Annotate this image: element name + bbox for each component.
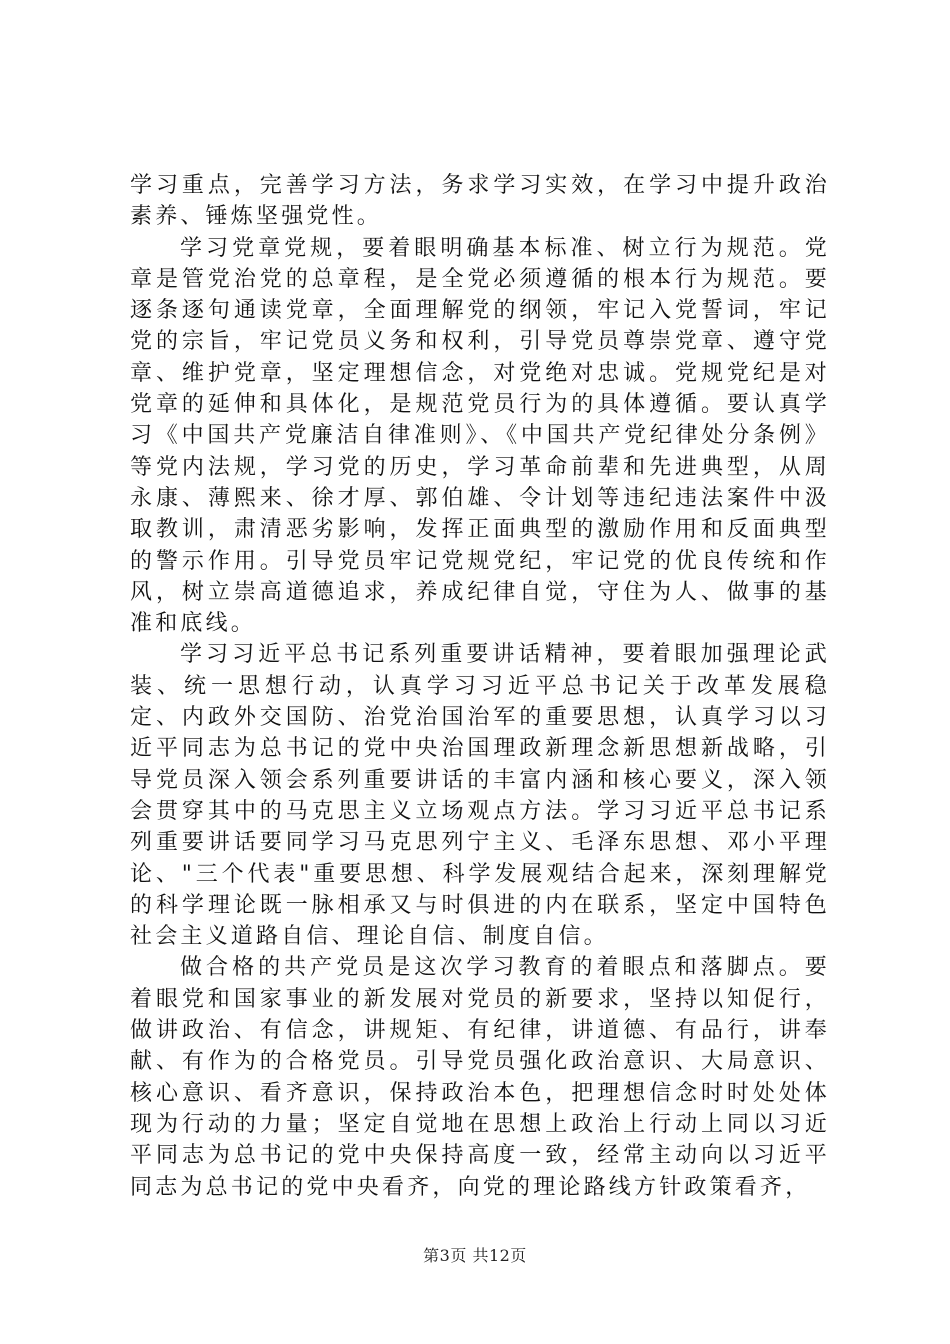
document-body <box>130 170 830 1203</box>
paragraph-party-constitution: 学习党章党规，要着眼明确基本标准、树立行为规范。党章是管党治党的总章程，是全党必须遵循的根本行为规范。要逐条逐句通读党章，全面理解党的纲领，牢记入党誓词，牢记党的宗旨，牢记党员义务和权利，引导党员尊崇党章、遵守党章、维护党章，坚定理想信念，对党绝对忠诚。党规党纪是对党章的延伸和具体化，是规范党员行为的具体遵循。要认真学习《中国共产党廉洁自律准则》、《中国共产党纪律处分条例》等党内法规，学习党的历史，学习革命前辈和先进典型，从周永康、薄熙来、徐才厚、郭伯雄、令计划等违纪违法案件中汲取教训，肃清恶劣影响，发挥正面典型的激励作用和反面典型的警示作用。引导党员牢记党规党纪，牢记党的优良传统和作风，树立崇高道德追求，养成纪律自觉，守住为人、做事的基准和底线。 <box>130 235 830 637</box>
paragraph-continuation: 学习重点，完善学习方法，务求学习实效，在学习中提升政治素养、锤炼坚强党性。 <box>130 173 830 230</box>
paragraph-qualified-member: 做合格的共产党员是这次学习教育的着眼点和落脚点。要着眼党和国家事业的新发展对党员的新要求，坚持以知促行，做讲政治、有信念，讲规矩、有纪律，讲道德、有品行，讲奉献、有作为的合格党员。引导党员强化政治意识、大局意识、核心意识、看齐意识，保持政治本色，把理想信念时时处处体现为行动的力量；坚定自觉地在思想上政治上行动上同以习近平同志为总书记的党中央保持高度一致，经常主动向以习近平同志为总书记的党中央看齐，向党的理论路线方针政策看齐， <box>130 955 830 1200</box>
page-number-footer: 第3页 共12页 <box>423 1246 527 1265</box>
paragraph-speeches-study: 学习习近平总书记系列重要讲话精神，要着眼加强理论武装、统一思想行动，认真学习习近平总书记关于改革发展稳定、内政外交国防、治党治国治军的重要思想，认真学习以习近平同志为总书记的党中央治国理政新理念新思想新战略，引导党员深入领会系列重要讲话的丰富内涵和核心要义，深入领会贯穿其中的马克思主义立场观点方法。学习习近平总书记系列重要讲话要同学习马克思列宁主义、毛泽东思想、邓小平理论、"三个代表"重要思想、科学发展观结合起来，深刻理解党的科学理论既一脉相承又与时俱进的内在联系，坚定中国特色社会主义道路自信、理论自信、制度自信。 <box>130 642 830 950</box>
